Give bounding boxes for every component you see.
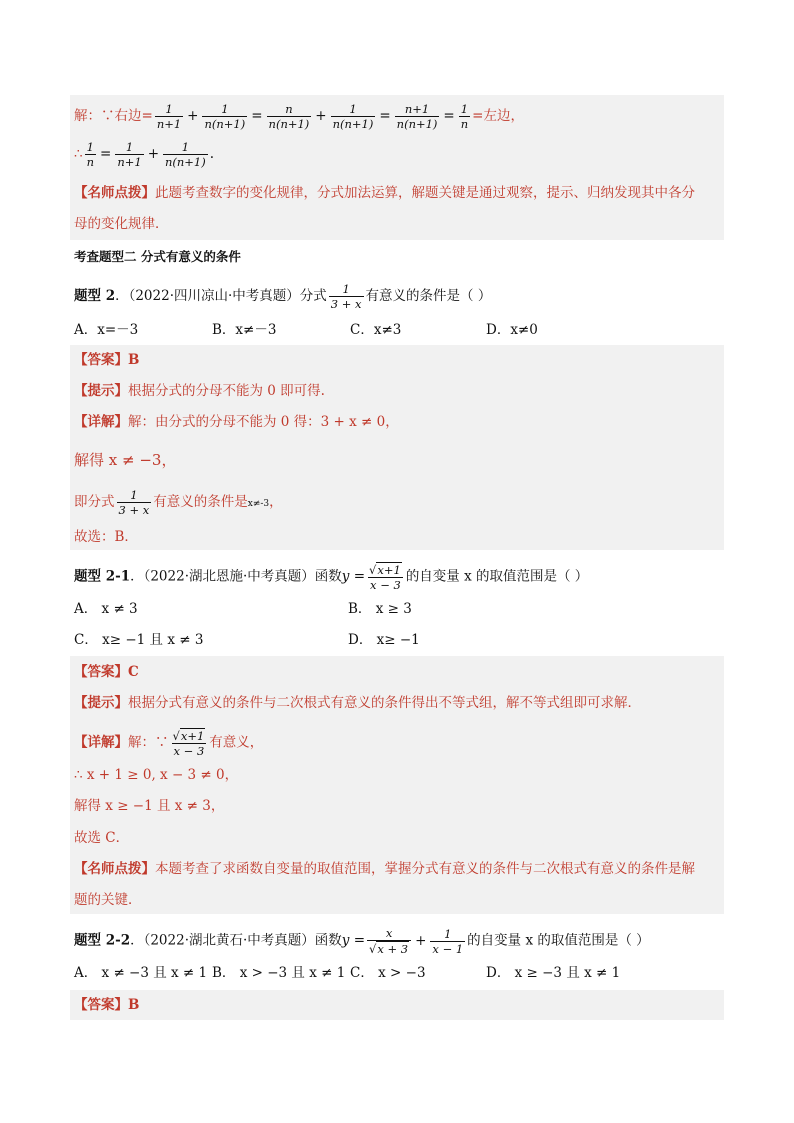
option-c: C． x > −3 [350, 965, 426, 981]
fraction: $\frac{n+1}{n(n+1)}$ [396, 102, 438, 131]
detail-line-2: 解得 x ≠ −3， [74, 451, 177, 469]
tip-line-1: 【名师点拨】本题考查了求函数自变量的取值范围，掌握分式有意义的条件与二次根式有意义的条件是解 [74, 861, 695, 877]
hint-line: 【提示】根据分式的分母不能为 0 即可得. [74, 383, 325, 399]
section-title: 考查题型二 分式有意义的条件 [74, 249, 241, 264]
fraction: $\frac{1}{n+1}$ [117, 140, 142, 169]
detail-line-4: 故选 C． [74, 830, 130, 846]
solution-line-1: 解：∵右边= $\frac{1}{n+1}$ + $\frac{1}{n(n+1)}$ = $\frac{n}{n(n+1)}$ + $\frac{1}{n(n+1)}$ = $\frac{n+1}{n(n+1)}$ = $\frac{1}{n}$ =左边， [74, 102, 524, 131]
question-2: 题型 2．（2022·四川凉山·中考真题）分式 $\frac{1}{3 + x}$ 有意义的条件是（ ） [74, 282, 492, 311]
fraction: $\frac{1}{3 + x}$ [330, 282, 362, 311]
detail-line-2: ∴ x + 1 ≥ 0, x − 3 ≠ 0， [74, 767, 239, 783]
question-2-2: 题型 2-2．（2022·湖北黄石·中考真题）函数y = $\frac{x}{√x + 3}$ + $\frac{1}{x - 1}$ 的自变量 x 的取值范围是（ ） [74, 926, 650, 956]
fraction: $\frac{1}{n(n+1)}$ [204, 102, 246, 131]
solution-line-2: ∴ $\frac{1}{n}$ = $\frac{1}{n+1}$ + $\frac{1}{n(n+1)}$ . [74, 140, 215, 169]
fraction: $\frac{√x+1}{x - 3}$ [172, 729, 205, 758]
option-d: D． x≥ −1 [348, 632, 420, 648]
tip-line-1: 【名师点拨】此题考查数字的变化规律，分式加法运算，解题关键是通过观察，提示、归纳发现其中各分 [74, 185, 695, 201]
option-c: C．x≠3 [350, 322, 402, 338]
fraction: $\frac{1}{n(n+1)}$ [165, 140, 206, 169]
option-a: A．x=－3 [74, 322, 139, 338]
detail-line-4: 故选：B． [74, 529, 138, 545]
detail-line: 【详解】解：∵ $\frac{√x+1}{x - 3}$ 有意义， [74, 729, 264, 758]
answer-block-2 [70, 345, 724, 550]
question-2-1: 题型 2-1．（2022·湖北恩施·中考真题）函数y = $\frac{√x+1}{x - 3}$ 的自变量 x 的取值范围是（ ） [74, 563, 589, 592]
option-a: A． x ≠ −3 且 x ≠ 1 [74, 965, 208, 981]
fraction: $\frac{1}{3 + x}$ [118, 488, 150, 517]
fraction: $\frac{1}{x - 1}$ [432, 926, 464, 956]
detail-line-3: 即分式 $\frac{1}{3 + x}$ 有意义的条件是x≠-3， [74, 488, 283, 517]
detail-line: 【详解】解：由分式的分母不能为 0 得：3 + x ≠ 0， [74, 414, 399, 430]
answer-line: 【答案】C [74, 664, 139, 680]
tip-line-2: 题的关键． [74, 892, 142, 908]
fraction: $\frac{1}{n}$ [460, 102, 469, 131]
answer-line: 【答案】B [74, 352, 140, 368]
fraction: $\frac{1}{n(n+1)}$ [332, 102, 374, 131]
fraction: $\frac{1}{n+1}$ [156, 102, 182, 131]
option-b: B．x≠－3 [212, 322, 277, 338]
fraction: $\frac{n}{n(n+1)}$ [268, 102, 310, 131]
answer-line: 【答案】B [74, 997, 140, 1013]
answer-block-2-2 [70, 990, 724, 1020]
hint-line: 【提示】根据分式有意义的条件与二次根式有意义的条件得出不等式组，解不等式组即可求解． [74, 695, 641, 711]
tip-line-2: 母的变化规律． [74, 216, 169, 232]
option-a: A． x ≠ 3 [74, 601, 138, 617]
option-b: B． x > −3 且 x ≠ 1 [212, 965, 346, 981]
fraction: $\frac{1}{n}$ [86, 140, 95, 169]
option-c: C． x≥ −1 且 x ≠ 3 [74, 632, 204, 648]
fraction: $\frac{x}{√x + 3}$ [367, 926, 411, 956]
option-d: D． x ≥ −3 且 x ≠ 1 [486, 965, 621, 981]
option-d: D．x≠0 [486, 322, 538, 338]
detail-line-3: 解得 x ≥ −1 且 x ≠ 3， [74, 798, 225, 814]
fraction: $\frac{√x+1}{x - 3}$ [369, 563, 401, 592]
option-b: B． x ≥ 3 [348, 601, 412, 617]
